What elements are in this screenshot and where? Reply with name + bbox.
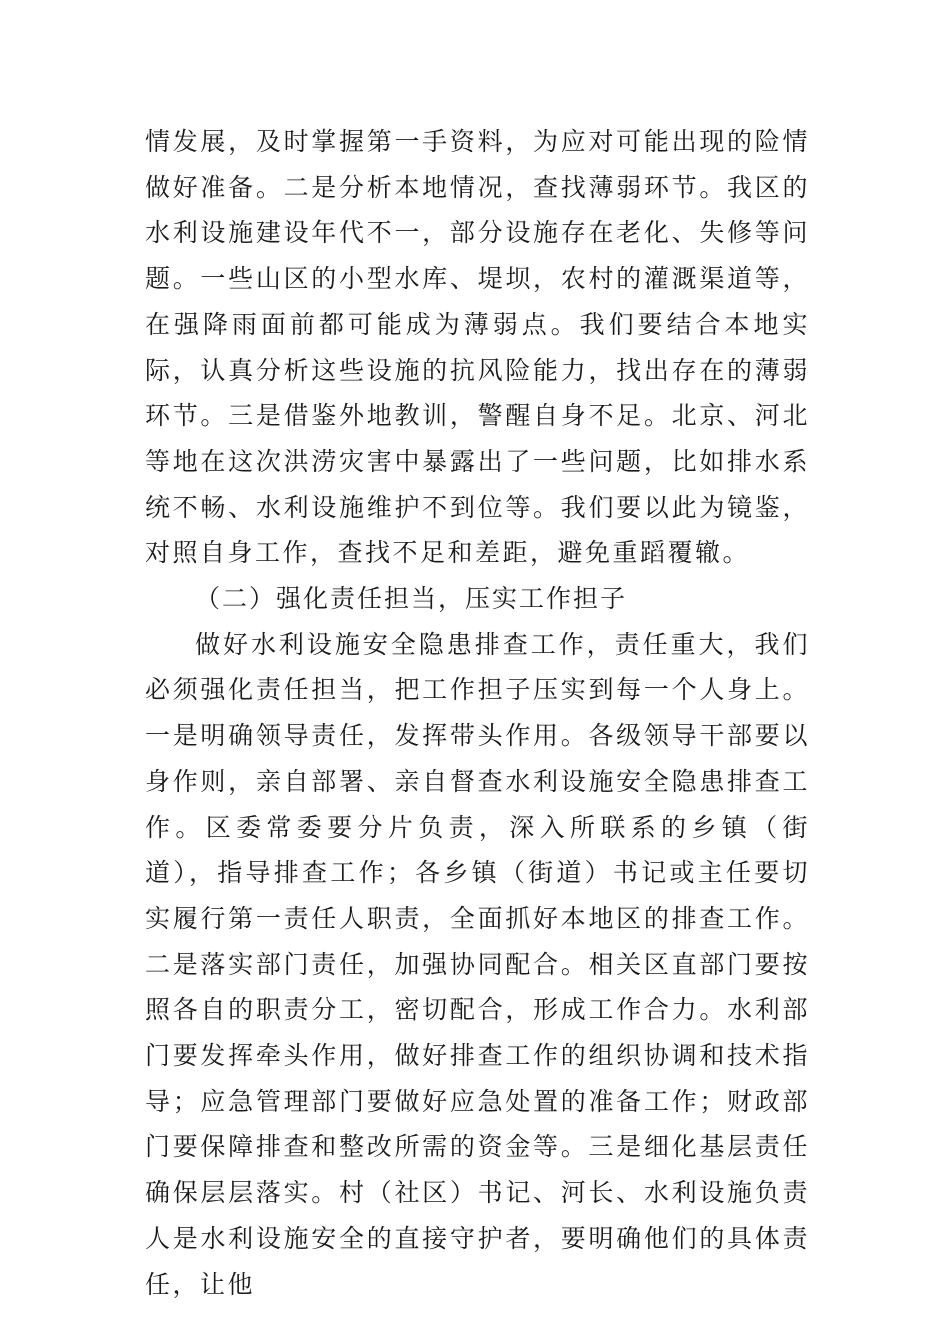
document-body [145,119,810,1307]
paragraph-main: 做好水利设施安全隐患排查工作，责任重大，我们必须强化责任担当，把工作担子压实到每一个人身上。一是明确领导责任，发挥带头作用。各级领导干部要以身作则，亲自部署、亲自督查水利设施安全隐患排查工作。区委常委要分片负责，深入所联系的乡镇（街道），指导排查工作；各乡镇（街道）书记或主任要切实履行第一责任人职责，全面抓好本地区的排查工作。二是落实部门责任，加强协同配合。相关区直部门要按照各自的职责分工，密切配合，形成工作合力。水利部门要发挥牵头作用，做好排查工作的组织协调和技术指导；应急管理部门要做好应急处置的准备工作；财政部门要保障排查和整改所需的资金等。三是细化基层责任确保层层落实。村（社区）书记、河长、水利设施负责人是水利设施安全的直接守护者，要明确他们的具体责任，让他 [145,629,810,1299]
section-heading: （二）强化责任担当，压实工作担子 [195,584,628,614]
paragraph-continued: 情发展，及时掌握第一手资料，为应对可能出现的险情做好准备。二是分析本地情况，查找薄弱环节。我区的水利设施建设年代不一，部分设施存在老化、失修等问题。一些山区的小型水库、堤坝，农村的灌溉渠道等，在强降雨面前都可能成为薄弱点。我们要结合本地实际，认真分析这些设施的抗风险能力，找出存在的薄弱环节。三是借鉴外地教训，警醒自身不足。北京、河北等地在这次洪涝灾害中暴露出了一些问题，比如排水系统不畅、水利设施维护不到位等。我们要以此为镜鉴，对照自身工作，查找不足和差距，避免重蹈覆辙。 [145,127,810,568]
